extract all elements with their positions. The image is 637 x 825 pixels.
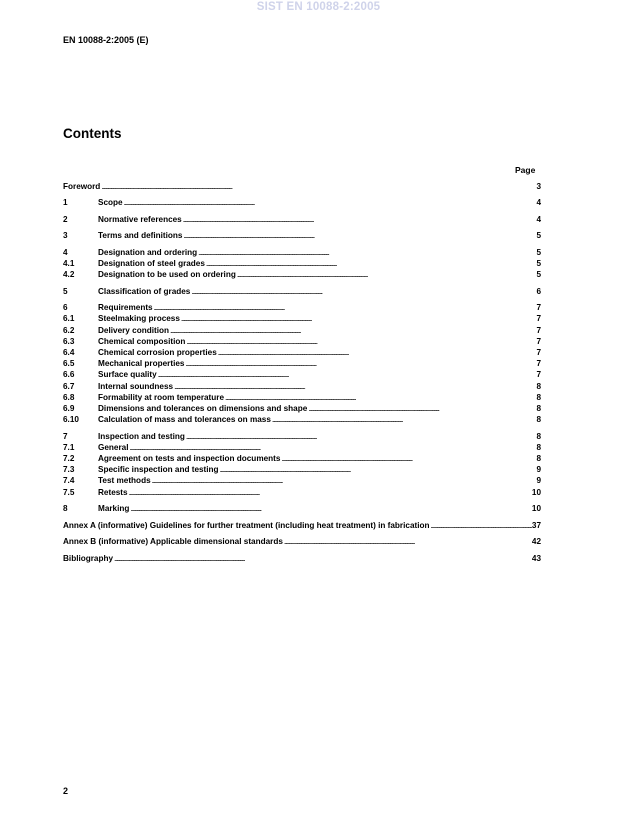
toc-entry-title: Normative references [98, 214, 182, 224]
toc-entry-number: 6.7 [63, 381, 75, 391]
toc-entry[interactable] [63, 247, 541, 258]
toc-entry-number: 6.3 [63, 336, 75, 346]
toc-entry-number: 7.4 [63, 476, 75, 486]
toc-entry-title: Annex B (informative) Applicable dimensional standards [63, 537, 283, 547]
toc-entry-title: Terms and definitions [98, 231, 183, 241]
toc-entry[interactable] [63, 258, 541, 269]
toc-entry-page: 7 [536, 314, 541, 324]
toc-entry-number: 6.1 [63, 314, 75, 324]
toc-entry[interactable] [63, 431, 541, 442]
toc-entry-page: 8 [536, 403, 541, 413]
dot-leader [169, 325, 536, 336]
toc-entry-page: 4 [536, 198, 541, 208]
toc-entry-number: 6.9 [63, 403, 75, 413]
dot-leader [128, 487, 532, 498]
toc-entry-page: 7 [536, 359, 541, 369]
dot-leader [224, 392, 536, 403]
dot-leader [185, 431, 537, 442]
toc-entry-number: 4.1 [63, 259, 75, 269]
dot-leader [182, 230, 536, 241]
toc-entry-title: Bibliography [63, 553, 114, 563]
dot-leader [280, 453, 536, 464]
toc-entry-number: 6.2 [63, 325, 75, 335]
toc-entry[interactable] [63, 381, 541, 392]
toc-entry-page: 5 [536, 259, 541, 269]
toc-entry-number: 2 [63, 214, 68, 224]
toc-entry-page: 7 [536, 370, 541, 380]
dot-leader [430, 520, 532, 531]
toc-entry-number: 4 [63, 247, 68, 257]
toc-entry[interactable] [63, 336, 541, 347]
dot-leader [197, 247, 536, 258]
toc-entry-title: Delivery condition [98, 325, 169, 335]
toc-entry[interactable] [63, 302, 541, 313]
toc-entry[interactable] [63, 181, 541, 192]
dot-leader [283, 536, 532, 547]
toc-entry-page: 10 [531, 487, 541, 497]
toc-entry[interactable] [63, 392, 541, 403]
toc-entry-title: Foreword [63, 181, 101, 191]
toc-entry[interactable] [63, 464, 541, 475]
toc-entry-page: 8 [536, 442, 541, 452]
dot-leader [123, 197, 537, 208]
toc-entry[interactable] [63, 197, 541, 208]
toc-entry-title: Internal soundness [98, 381, 174, 391]
dot-leader [190, 286, 536, 297]
toc-entry-title: Specific inspection and testing [98, 465, 219, 475]
dot-leader [180, 313, 537, 324]
toc-entry[interactable] [63, 325, 541, 336]
watermark: SIST EN 10088-2:2005 [256, 1, 381, 13]
toc-entry[interactable] [63, 520, 541, 531]
toc-entry[interactable] [63, 269, 541, 280]
toc-entry-title: Calculation of mass and tolerances on mass [98, 415, 271, 425]
toc-entry-number: 3 [63, 231, 68, 241]
toc-entry[interactable] [63, 487, 541, 498]
dot-leader [157, 369, 537, 380]
toc-entry-title: Retests [98, 487, 128, 497]
dot-leader [113, 553, 532, 564]
dot-leader [217, 347, 537, 358]
toc-entry-title: Designation and ordering [98, 247, 198, 257]
toc-entry[interactable] [63, 553, 541, 564]
toc-entry-title: Surface quality [98, 370, 157, 380]
toc-entry-number: 7.1 [63, 442, 75, 452]
toc-entry[interactable] [63, 503, 541, 514]
dot-leader [129, 442, 537, 453]
toc-entry-page: 7 [536, 336, 541, 346]
toc-entry-title: Chemical composition [98, 336, 186, 346]
toc-entry-title: Chemical corrosion properties [98, 348, 217, 358]
dot-leader [184, 358, 536, 369]
toc-entry-page: 7 [536, 348, 541, 358]
toc-entry-page: 8 [536, 415, 541, 425]
toc-entry-title: Scope [98, 198, 123, 208]
toc-entry-page: 5 [536, 247, 541, 257]
dot-leader [129, 503, 531, 514]
toc-entry-title: Steelmaking process [98, 314, 180, 324]
toc-entry-number: 6.10 [63, 415, 79, 425]
toc-entry-page: 10 [531, 504, 541, 514]
toc-entry-page: 8 [536, 454, 541, 463]
toc-entry-page: 43 [531, 553, 541, 563]
toc-entry[interactable] [63, 475, 541, 486]
toc-entry[interactable] [63, 313, 541, 324]
dot-leader [182, 214, 537, 225]
dot-leader [100, 181, 536, 192]
dot-leader [205, 258, 537, 269]
toc-entry[interactable] [63, 286, 541, 297]
toc-entry[interactable] [63, 403, 541, 414]
toc-entry[interactable] [63, 369, 541, 380]
toc-entry-number: 6.8 [63, 392, 75, 402]
toc-entry[interactable] [63, 230, 541, 241]
toc-entry-title: Test methods [98, 476, 151, 486]
toc-entry-number: 6.4 [63, 348, 75, 358]
page-title: Contents [63, 126, 122, 141]
toc-entry-page: 7 [536, 303, 541, 313]
toc-entry-number: 6 [63, 303, 68, 313]
toc-entry-number: 8 [63, 504, 68, 514]
toc-entry-title: Dimensions and tolerances on dimensions and shape [98, 403, 308, 413]
dot-leader [307, 403, 536, 414]
toc-entry-number: 7.5 [63, 487, 75, 497]
toc-entry-page: 9 [536, 476, 541, 486]
toc-entry-title: Designation to be used on ordering [98, 270, 236, 280]
toc-entry-page: 6 [536, 286, 541, 296]
toc-entry-page: 5 [536, 231, 541, 241]
toc-entry-page: 8 [536, 431, 541, 441]
toc-entry[interactable] [63, 358, 541, 369]
toc-entry-title: Classification of grades [98, 286, 191, 296]
dot-leader [173, 381, 536, 392]
toc-entry-title: Mechanical properties [98, 359, 185, 369]
toc-entry-number: 7.3 [63, 465, 75, 475]
table-of-contents [63, 181, 541, 564]
page-number: 2 [63, 786, 69, 796]
toc-entry-page: 8 [536, 392, 541, 402]
toc-entry-title: Marking [98, 504, 130, 514]
toc-entry-number: 7.2 [63, 454, 75, 463]
toc-entry[interactable] [63, 453, 541, 464]
toc-entry-page: 5 [536, 270, 541, 280]
dot-leader [151, 475, 537, 486]
toc-entry-number: 7 [63, 431, 68, 441]
document-id: EN 10088-2:2005 (E) [63, 35, 149, 45]
toc-entry-title: Requirements [98, 303, 153, 313]
dot-leader [236, 269, 537, 280]
toc-entry[interactable] [63, 214, 541, 225]
toc-entry-page: 7 [536, 325, 541, 335]
toc-entry-number: 6.6 [63, 370, 75, 380]
toc-entry-title: Formability at room temperature [98, 392, 225, 402]
toc-entry-title: General [98, 442, 129, 452]
toc-entry-page: 37 [531, 520, 541, 530]
dot-leader [185, 336, 536, 347]
dot-leader [271, 414, 537, 425]
toc-entry[interactable] [63, 442, 541, 453]
toc-entry[interactable] [63, 414, 541, 425]
toc-entry-number: 6.5 [63, 359, 75, 369]
toc-entry-number: 5 [63, 286, 68, 296]
page-column-label: Page [515, 165, 536, 175]
toc-entry-page: 42 [531, 537, 541, 547]
toc-entry-page: 4 [536, 214, 541, 224]
toc-entry-title: Designation of steel grades [98, 259, 205, 269]
toc-entry-page: 9 [536, 465, 541, 475]
toc-entry-number: 1 [63, 198, 68, 208]
toc-entry[interactable] [63, 536, 541, 547]
dot-leader [219, 464, 537, 475]
toc-entry-title: Inspection and testing [98, 431, 185, 441]
dot-leader [153, 302, 537, 313]
toc-entry-page: 8 [536, 381, 541, 391]
toc-entry-number: 4.2 [63, 270, 75, 280]
toc-entry-page: 3 [536, 181, 541, 191]
toc-entry-title: Annex A (informative) Guidelines for further treatment (including heat treatment) in fabrication [63, 520, 430, 530]
toc-entry-title: Agreement on tests and inspection documents [98, 454, 281, 463]
toc-entry[interactable] [63, 347, 541, 358]
